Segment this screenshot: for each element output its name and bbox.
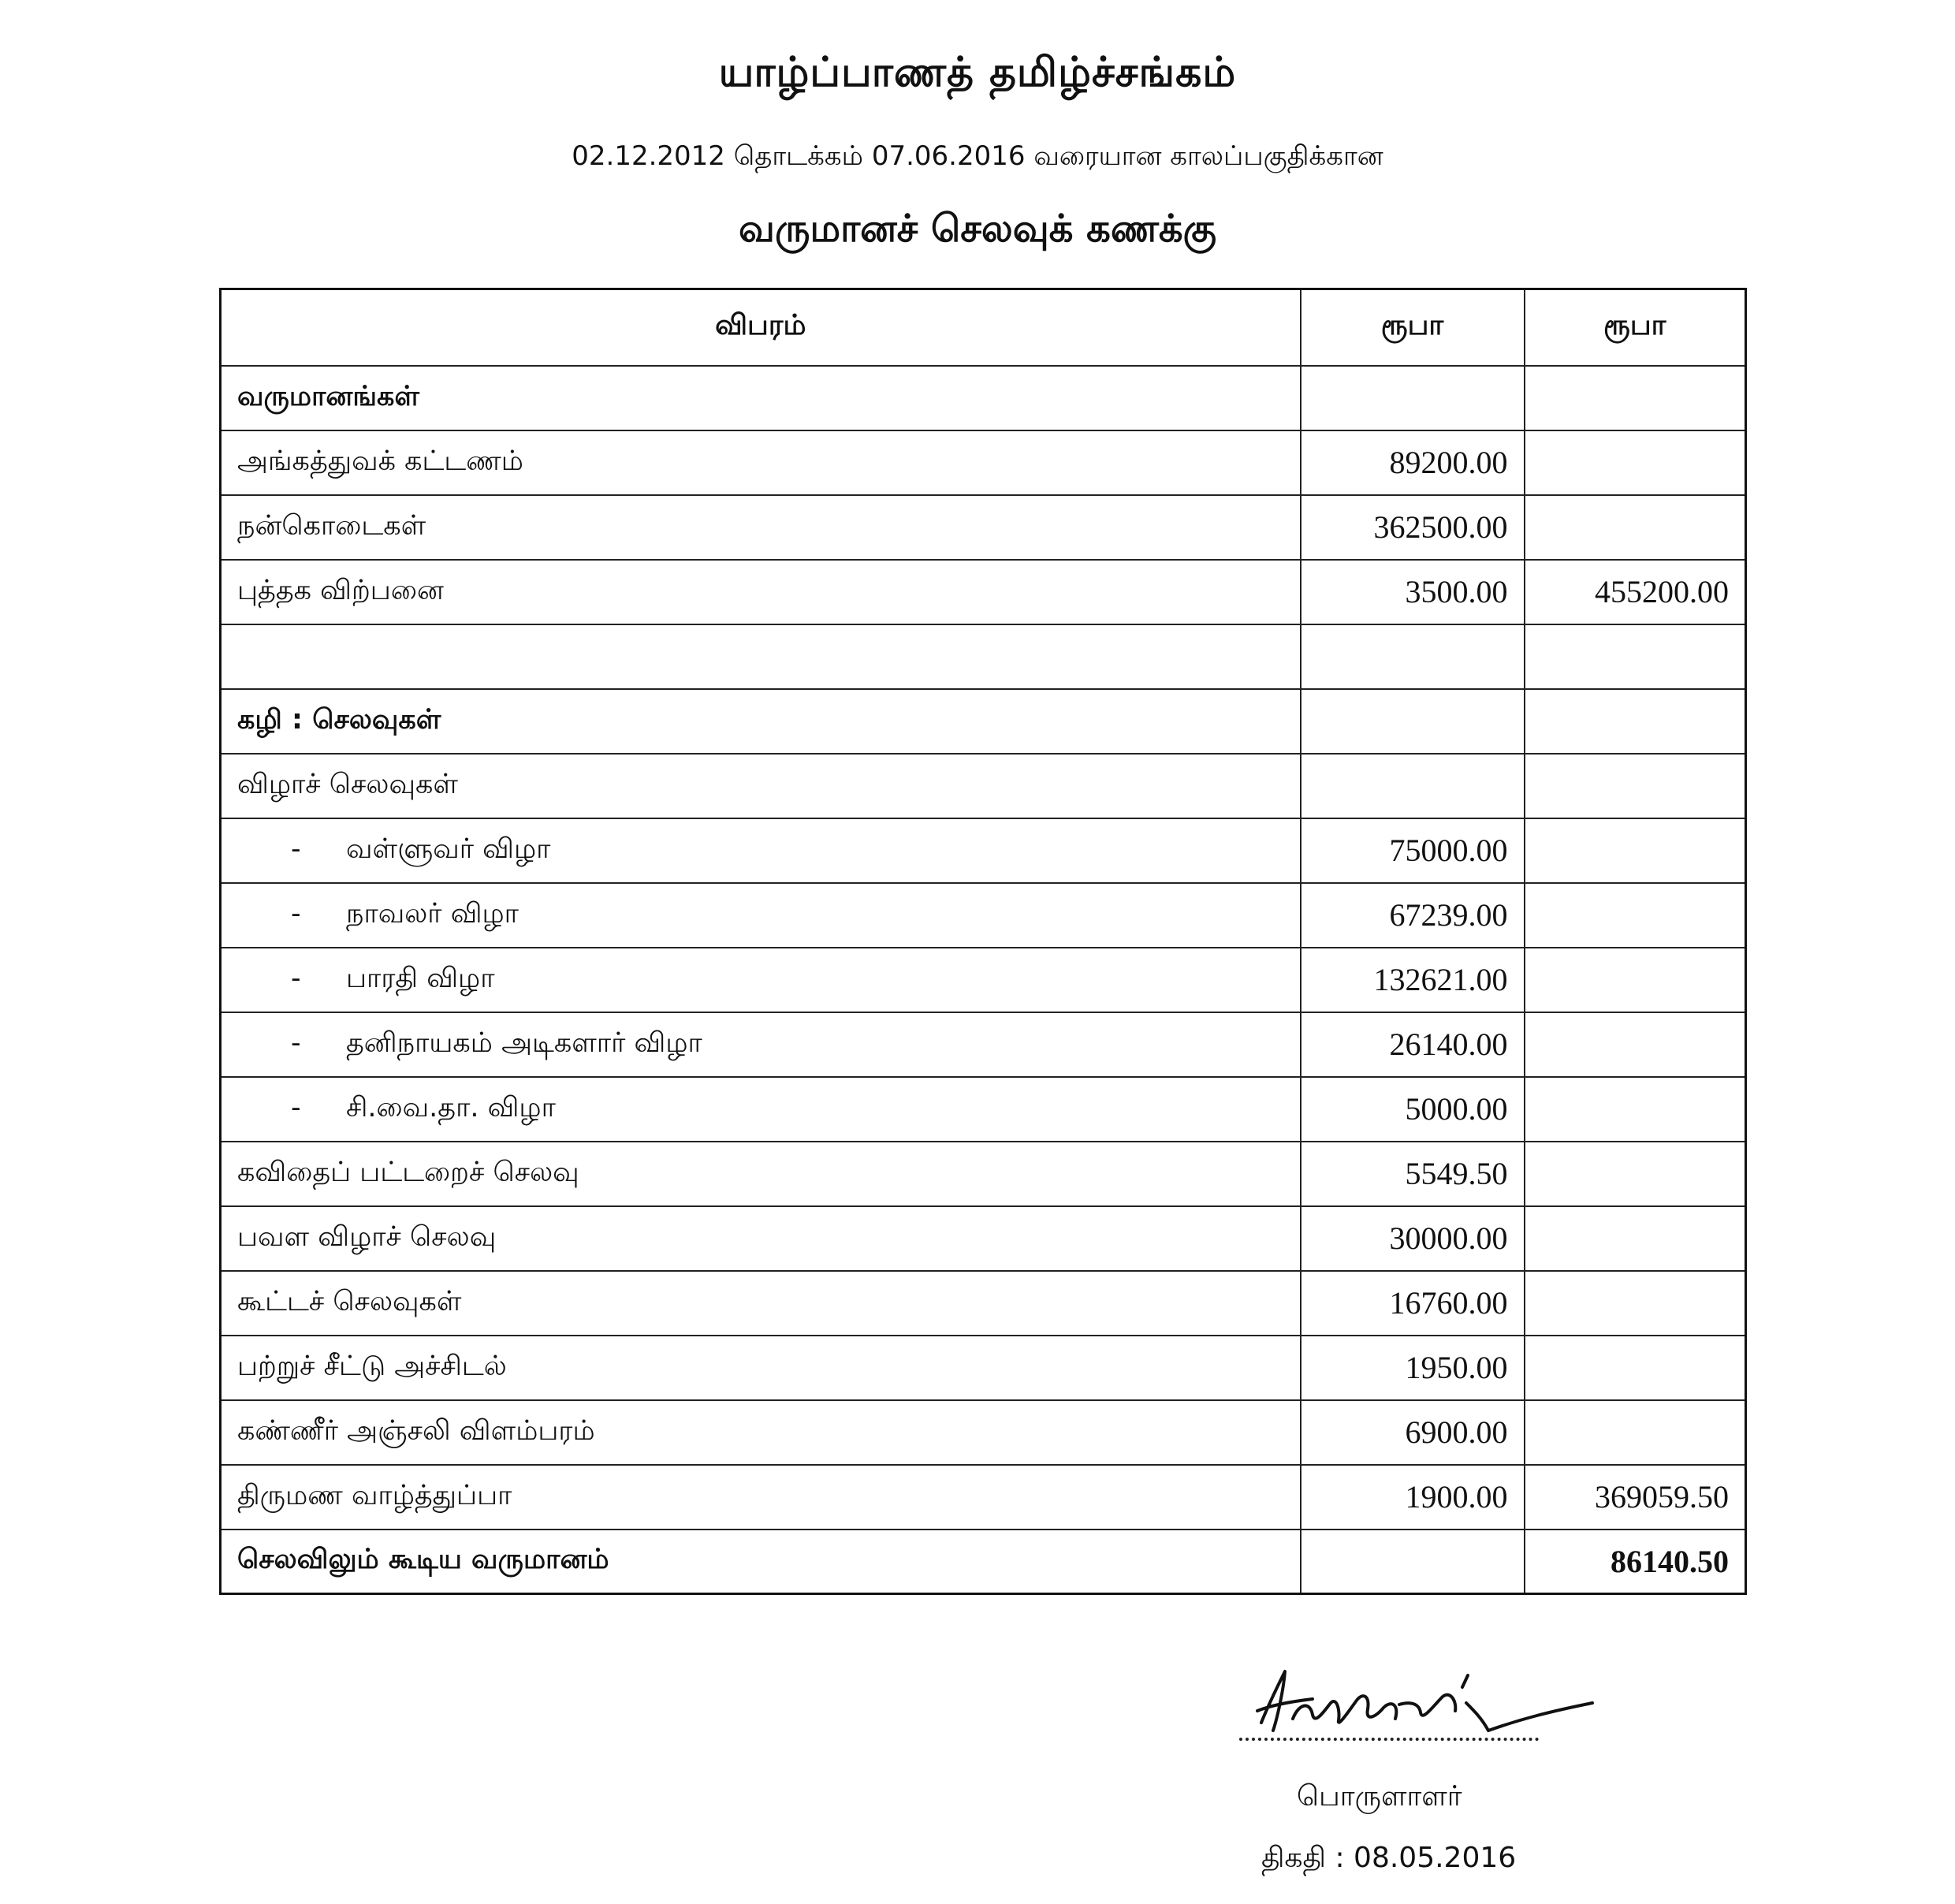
total-cell: 369059.50 bbox=[1525, 1465, 1746, 1530]
table-row bbox=[221, 1336, 1746, 1400]
header-description: விபரம் bbox=[221, 289, 1301, 366]
total-cell bbox=[1525, 948, 1746, 1012]
row-description: கவிதைப் பட்டறைச் செலவு bbox=[221, 1142, 1301, 1206]
row-description bbox=[221, 624, 1301, 689]
total-cell bbox=[1525, 754, 1746, 818]
amount-cell: 1950.00 bbox=[1301, 1336, 1525, 1400]
row-label: வள்ளுவர் விழா bbox=[346, 833, 551, 865]
amount-cell: 5000.00 bbox=[1301, 1077, 1525, 1142]
row-label: நாவலர் விழா bbox=[346, 897, 519, 930]
table-row bbox=[221, 430, 1746, 495]
signature-dotted-line bbox=[1239, 1738, 1539, 1741]
period-subtitle: 02.12.2012 தொடக்கம் 07.06.2016 வரையான காலப்பகுதிக்கான bbox=[572, 140, 1383, 172]
amount-cell: 89200.00 bbox=[1301, 430, 1525, 495]
table-row bbox=[221, 1206, 1746, 1271]
table-row bbox=[221, 883, 1746, 948]
header-amount-2: ரூபா bbox=[1525, 289, 1746, 366]
row-description: விழாச் செலவுகள் bbox=[221, 754, 1301, 818]
row-description: பற்றுச் சீட்டு அச்சிடல் bbox=[221, 1336, 1301, 1400]
row-description: திருமண வாழ்த்துப்பா bbox=[221, 1465, 1301, 1530]
total-cell bbox=[1525, 1077, 1746, 1142]
table-row bbox=[221, 1012, 1746, 1077]
table-row bbox=[221, 1400, 1746, 1465]
net-result-value: 86140.50 bbox=[1525, 1530, 1746, 1594]
row-label: பாரதி விழா bbox=[346, 962, 495, 994]
row-description bbox=[221, 1012, 1301, 1077]
table-row bbox=[221, 1465, 1746, 1530]
document-title: வருமானச் செலவுக் கணக்கு bbox=[739, 207, 1216, 251]
organization-title: யாழ்ப்பாணத் தமிழ்ச்சங்கம் bbox=[718, 49, 1237, 96]
table-row bbox=[221, 1077, 1746, 1142]
amount-cell: 132621.00 bbox=[1301, 948, 1525, 1012]
table-row bbox=[221, 818, 1746, 883]
row-description: கூட்டச் செலவுகள் bbox=[221, 1271, 1301, 1336]
income-expenditure-table bbox=[219, 288, 1747, 1595]
dash-marker: - bbox=[291, 833, 301, 865]
table-row bbox=[221, 366, 1746, 430]
amount-cell: 3500.00 bbox=[1301, 560, 1525, 624]
amount-cell bbox=[1301, 624, 1525, 689]
section-heading-expenses: கழி : செலவுகள் bbox=[221, 689, 1301, 754]
dash-marker: - bbox=[291, 897, 301, 930]
amount-cell: 16760.00 bbox=[1301, 1271, 1525, 1336]
table-row-net-result bbox=[221, 1530, 1746, 1594]
table-row-empty bbox=[221, 624, 1746, 689]
net-result-label: செலவிலும் கூடிய வருமானம் bbox=[221, 1530, 1301, 1594]
amount-cell: 5549.50 bbox=[1301, 1142, 1525, 1206]
total-cell bbox=[1525, 430, 1746, 495]
row-description bbox=[221, 948, 1301, 1012]
row-description bbox=[221, 818, 1301, 883]
table-row bbox=[221, 689, 1746, 754]
total-cell: 455200.00 bbox=[1525, 560, 1746, 624]
table-row bbox=[221, 560, 1746, 624]
row-label: தனிநாயகம் அடிகளார் விழா bbox=[346, 1027, 702, 1059]
amount-cell bbox=[1301, 1530, 1525, 1594]
amount-cell: 26140.00 bbox=[1301, 1012, 1525, 1077]
total-cell bbox=[1525, 366, 1746, 430]
total-cell bbox=[1525, 495, 1746, 560]
row-description: நன்கொடைகள் bbox=[221, 495, 1301, 560]
amount-cell: 30000.00 bbox=[1301, 1206, 1525, 1271]
treasurer-signature bbox=[1238, 1656, 1608, 1750]
total-cell bbox=[1525, 818, 1746, 883]
row-description: பவள விழாச் செலவு bbox=[221, 1206, 1301, 1271]
table-row bbox=[221, 1142, 1746, 1206]
dash-marker: - bbox=[291, 1091, 301, 1123]
row-description: அங்கத்துவக் கட்டணம் bbox=[221, 430, 1301, 495]
total-cell bbox=[1525, 1206, 1746, 1271]
table-row bbox=[221, 754, 1746, 818]
amount-cell: 1900.00 bbox=[1301, 1465, 1525, 1530]
table-row bbox=[221, 495, 1746, 560]
amount-cell: 362500.00 bbox=[1301, 495, 1525, 560]
total-cell bbox=[1525, 883, 1746, 948]
amount-cell: 75000.00 bbox=[1301, 818, 1525, 883]
section-heading-income: வருமானங்கள் bbox=[221, 366, 1301, 430]
dash-marker: - bbox=[291, 962, 301, 994]
dash-marker: - bbox=[291, 1027, 301, 1059]
total-cell bbox=[1525, 624, 1746, 689]
table-row bbox=[221, 1271, 1746, 1336]
total-cell bbox=[1525, 1271, 1746, 1336]
total-cell bbox=[1525, 1400, 1746, 1465]
total-cell bbox=[1525, 1142, 1746, 1206]
row-description bbox=[221, 1077, 1301, 1142]
total-cell bbox=[1525, 1336, 1746, 1400]
header-amount-1: ரூபா bbox=[1301, 289, 1525, 366]
table-row bbox=[221, 948, 1746, 1012]
amount-cell bbox=[1301, 754, 1525, 818]
amount-cell: 67239.00 bbox=[1301, 883, 1525, 948]
amount-cell bbox=[1301, 689, 1525, 754]
signature-date: திகதி : 08.05.2016 bbox=[1261, 1842, 1517, 1874]
table-header-row bbox=[221, 289, 1746, 366]
amount-cell: 6900.00 bbox=[1301, 1400, 1525, 1465]
row-description: புத்தக விற்பனை bbox=[221, 560, 1301, 624]
treasurer-label: பொருளாளர் bbox=[1297, 1780, 1462, 1813]
row-label: சி.வை.தா. விழா bbox=[346, 1091, 556, 1123]
amount-cell bbox=[1301, 366, 1525, 430]
row-description: கண்ணீர் அஞ்சலி விளம்பரம் bbox=[221, 1400, 1301, 1465]
total-cell bbox=[1525, 689, 1746, 754]
total-cell bbox=[1525, 1012, 1746, 1077]
row-description bbox=[221, 883, 1301, 948]
